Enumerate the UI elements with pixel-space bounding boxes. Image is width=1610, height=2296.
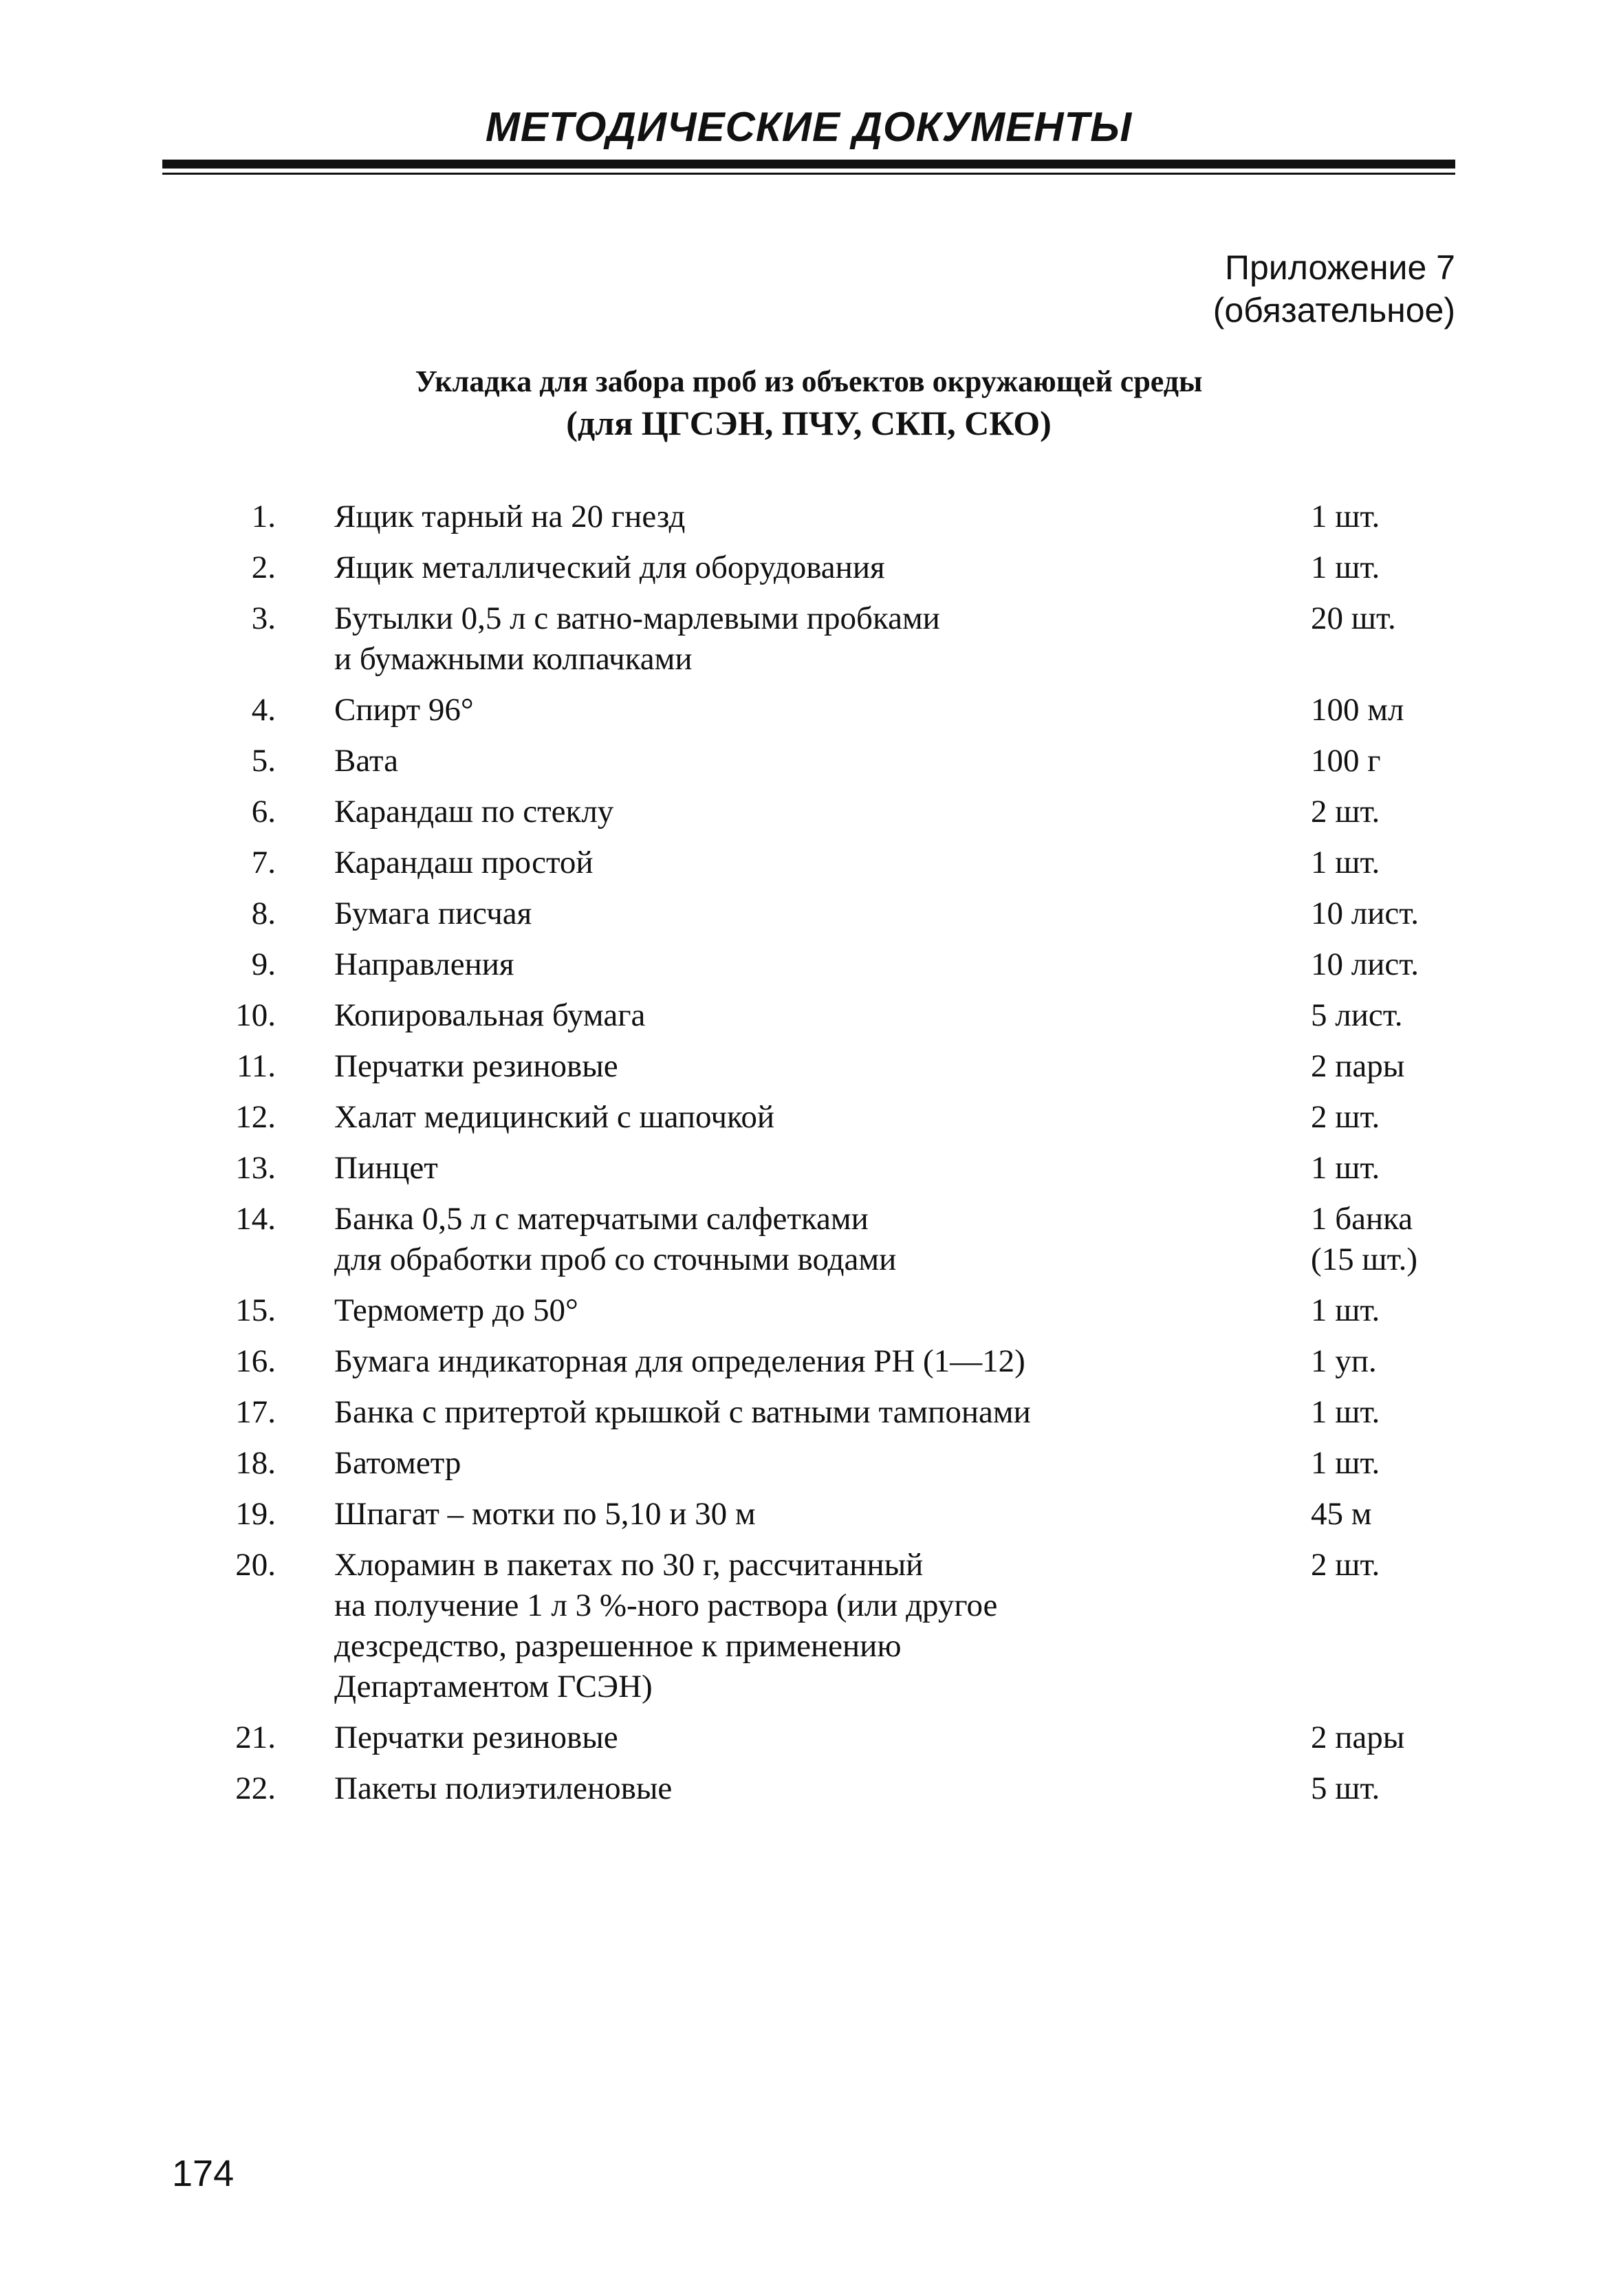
item-name <box>334 548 1311 588</box>
item-name-line: Хлорамин в пакетах по 30 г, рассчитанный <box>334 1547 924 1583</box>
item-name-line: Вата <box>334 743 398 779</box>
item-quantity <box>1311 1341 1462 1382</box>
list-item <box>206 1148 1465 1189</box>
running-header: МЕТОДИЧЕСКИЕ ДОКУМЕНТЫ <box>485 104 1133 150</box>
list-item <box>206 1290 1465 1331</box>
item-quantity-line: 5 лист. <box>1311 997 1403 1033</box>
item-number: 14. <box>235 1201 276 1237</box>
list-item <box>206 1768 1465 1809</box>
document-title <box>162 361 1455 444</box>
list-item <box>206 741 1465 781</box>
item-number: 12. <box>235 1099 276 1135</box>
item-name <box>334 1545 1311 1707</box>
item-quantity-line: 1 шт. <box>1311 499 1380 534</box>
item-name <box>334 1494 1311 1535</box>
item-name-line: Ящик тарный на 20 гнезд <box>334 499 686 534</box>
list-item <box>206 944 1465 985</box>
item-name-line: Карандаш простой <box>334 845 594 880</box>
item-name-line: Карандаш по стеклу <box>334 794 614 830</box>
item-number: 7. <box>251 845 276 880</box>
item-name <box>334 1392 1311 1433</box>
item-name-line: для обработки проб со сточными водами <box>334 1242 897 1277</box>
item-name-line: Департаментом ГСЭН) <box>334 1669 653 1704</box>
list-item <box>206 894 1465 934</box>
list-item <box>206 995 1465 1036</box>
item-name <box>334 1290 1311 1331</box>
item-name <box>334 1199 1311 1280</box>
item-name <box>334 843 1311 883</box>
item-number: 15. <box>235 1292 276 1328</box>
item-name <box>334 1097 1311 1138</box>
item-name-line: Спирт 96° <box>334 692 474 728</box>
item-number: 8. <box>251 896 276 931</box>
list-item <box>206 843 1465 883</box>
item-quantity-line: 20 шт. <box>1311 600 1396 636</box>
document-title-line-2: (для ЦГСЭН, ПЧУ, СКП, СКО) <box>566 404 1052 442</box>
item-quantity-line: 5 шт. <box>1311 1770 1380 1806</box>
item-number: 21. <box>235 1720 276 1755</box>
item-name-line: Шпагат – мотки по 5,10 и 30 м <box>334 1496 756 1532</box>
item-number: 20. <box>235 1547 276 1583</box>
list-item <box>206 1718 1465 1758</box>
item-name-line: Ящик металлический для оборудования <box>334 550 885 585</box>
item-quantity-line: 10 лист. <box>1311 946 1419 982</box>
list-item <box>206 598 1465 680</box>
item-quantity <box>1311 894 1462 934</box>
list-item <box>206 1494 1465 1535</box>
item-quantity-line: (15 шт.) <box>1311 1242 1417 1277</box>
item-name <box>334 741 1311 781</box>
item-number: 17. <box>235 1394 276 1430</box>
appendix-number: Приложение 7 <box>1225 248 1455 287</box>
item-quantity-line: 100 г <box>1311 743 1381 779</box>
item-name-line: дезсредство, разрешенное к применению <box>334 1628 902 1664</box>
header-rule-thin <box>162 173 1455 175</box>
item-quantity <box>1311 1768 1462 1809</box>
item-quantity <box>1311 548 1462 588</box>
item-number: 5. <box>251 743 276 779</box>
item-name-line: Направления <box>334 946 514 982</box>
item-name-line: Банка с притертой крышкой с ватными тампонами <box>334 1394 1031 1430</box>
item-quantity <box>1311 1148 1462 1189</box>
item-quantity-line: 1 шт. <box>1311 550 1380 585</box>
item-name-line: Халат медицинский с шапочкой <box>334 1099 775 1135</box>
item-name-line: Перчатки резиновые <box>334 1720 618 1755</box>
item-number: 22. <box>235 1770 276 1806</box>
item-quantity <box>1311 843 1462 883</box>
list-item <box>206 548 1465 588</box>
item-name <box>334 1148 1311 1189</box>
item-quantity <box>1311 1392 1462 1433</box>
item-name <box>334 1046 1311 1087</box>
item-name <box>334 690 1311 730</box>
item-quantity <box>1311 995 1462 1036</box>
item-name-line: Банка 0,5 л с матерчатыми салфетками <box>334 1201 869 1237</box>
header-rule-thick <box>162 160 1455 169</box>
item-number: 13. <box>235 1150 276 1186</box>
list-item <box>206 792 1465 832</box>
item-quantity-line: 1 шт. <box>1311 845 1380 880</box>
list-item <box>206 497 1465 537</box>
item-list <box>206 497 1465 1819</box>
item-quantity <box>1311 598 1462 639</box>
item-name <box>334 894 1311 934</box>
item-quantity <box>1311 690 1462 730</box>
item-name-line: Перчатки резиновые <box>334 1048 618 1084</box>
item-quantity-line: 2 шт. <box>1311 1099 1380 1135</box>
item-quantity-line: 100 мл <box>1311 692 1404 728</box>
list-item <box>206 1392 1465 1433</box>
document-title-line-1: Укладка для забора проб из объектов окружающей среды <box>415 365 1203 398</box>
item-quantity-line: 1 банка <box>1311 1201 1413 1237</box>
item-number: 1. <box>251 499 276 534</box>
item-name-line: Копировальная бумага <box>334 997 646 1033</box>
item-number: 18. <box>235 1445 276 1481</box>
item-quantity-line: 1 шт. <box>1311 1394 1380 1430</box>
item-quantity <box>1311 1545 1462 1585</box>
item-quantity <box>1311 1494 1462 1535</box>
list-item <box>206 1443 1465 1484</box>
item-quantity <box>1311 1718 1462 1758</box>
item-name-line: на получение 1 л 3 %-ного раствора (или другое <box>334 1588 998 1623</box>
item-name <box>334 995 1311 1036</box>
item-quantity-line: 2 пары <box>1311 1720 1405 1755</box>
item-name <box>334 792 1311 832</box>
item-name <box>334 944 1311 985</box>
item-number: 3. <box>251 600 276 636</box>
item-name <box>334 598 1311 680</box>
list-item <box>206 1341 1465 1382</box>
item-name-line: Пинцет <box>334 1150 438 1186</box>
list-item <box>206 1097 1465 1138</box>
item-quantity <box>1311 1046 1462 1087</box>
item-name <box>334 1718 1311 1758</box>
item-number: 16. <box>235 1343 276 1379</box>
item-quantity <box>1311 792 1462 832</box>
item-name-line: Бумага писчая <box>334 896 532 931</box>
item-number: 4. <box>251 692 276 728</box>
list-item <box>206 690 1465 730</box>
item-number: 6. <box>251 794 276 830</box>
item-quantity <box>1311 1290 1462 1331</box>
item-number: 11. <box>236 1048 276 1084</box>
list-item <box>206 1545 1465 1707</box>
item-name <box>334 1768 1311 1809</box>
item-quantity-line: 45 м <box>1311 1496 1372 1532</box>
item-quantity <box>1311 1443 1462 1484</box>
item-name-line: Термометр до 50° <box>334 1292 578 1328</box>
item-quantity <box>1311 944 1462 985</box>
item-name-line: Бумага индикаторная для определения РН (1—12) <box>334 1343 1025 1379</box>
item-name <box>334 1341 1311 1382</box>
list-item <box>206 1199 1465 1280</box>
item-quantity <box>1311 497 1462 537</box>
item-quantity <box>1311 1097 1462 1138</box>
item-quantity-line: 1 шт. <box>1311 1292 1380 1328</box>
item-quantity <box>1311 741 1462 781</box>
item-number: 2. <box>251 550 276 585</box>
item-quantity-line: 2 пары <box>1311 1048 1405 1084</box>
page-number: 174 <box>172 2153 235 2194</box>
item-name-line: Пакеты полиэтиленовые <box>334 1770 673 1806</box>
item-quantity-line: 1 шт. <box>1311 1150 1380 1186</box>
item-quantity <box>1311 1199 1462 1280</box>
item-name-line: и бумажными колпачками <box>334 641 693 677</box>
item-number: 19. <box>235 1496 276 1532</box>
item-quantity-line: 2 шт. <box>1311 794 1380 830</box>
item-number: 10. <box>235 997 276 1033</box>
item-quantity-line: 10 лист. <box>1311 896 1419 931</box>
list-item <box>206 1046 1465 1087</box>
appendix-label <box>1213 246 1455 332</box>
item-name-line: Батометр <box>334 1445 461 1481</box>
item-quantity-line: 1 уп. <box>1311 1343 1377 1379</box>
item-name-line: Бутылки 0,5 л с ватно-марлевыми пробками <box>334 600 940 636</box>
item-quantity-line: 1 шт. <box>1311 1445 1380 1481</box>
item-name <box>334 1443 1311 1484</box>
item-name <box>334 497 1311 537</box>
item-number: 9. <box>251 946 276 982</box>
item-quantity-line: 2 шт. <box>1311 1547 1380 1583</box>
appendix-status: (обязательное) <box>1212 291 1455 329</box>
